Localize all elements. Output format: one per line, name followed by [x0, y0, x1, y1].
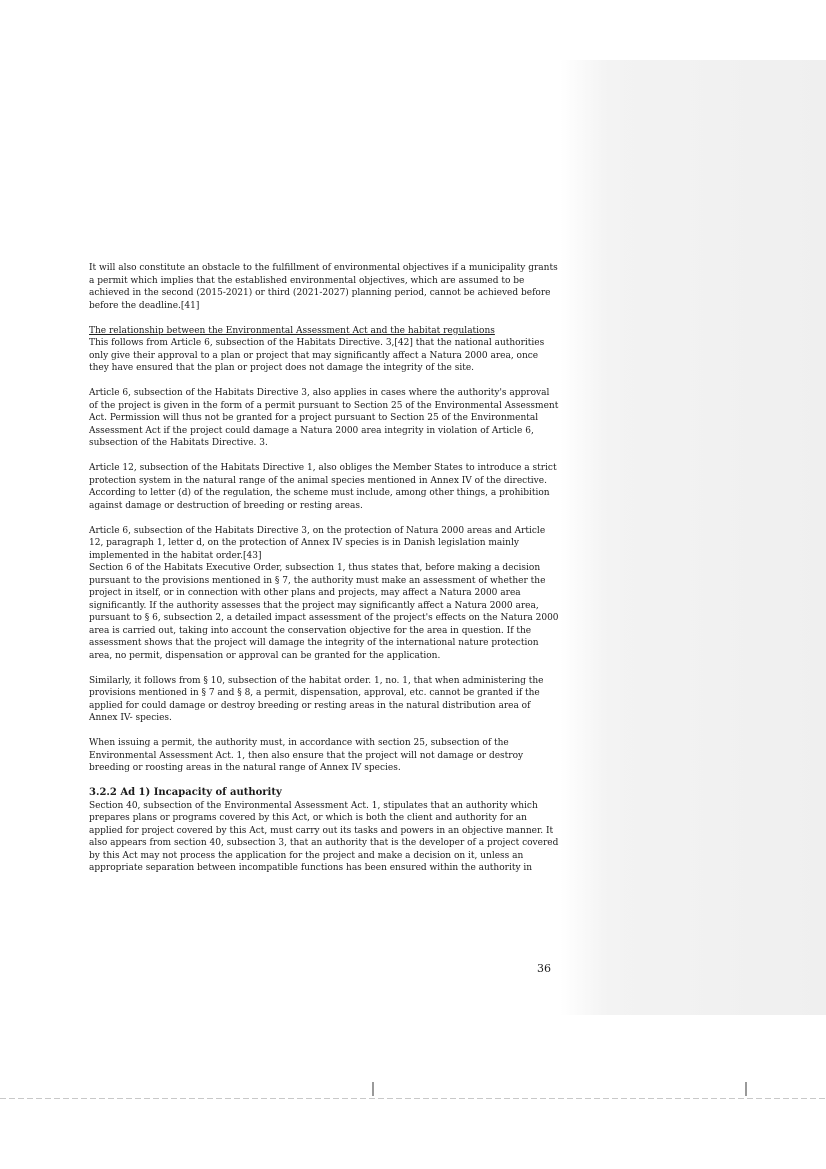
paragraph-section-25: When issuing a permit, the authority must, in accordance with section 25, subsection of the Environmental Assessment Act. 1, then also ensure that the project will not damage or destroy breeding or roosting areas in the natural range of Annex IV species. [89, 738, 524, 773]
subheading-relationship: The relationship between the Environmental Assessment Act and the habitat regulations [89, 325, 495, 336]
paragraph-section-40: Section 40, subsection of the Environmental Assessment Act. 1, stipulates that an authority which prepares plans or programs covered by this Act, or which is both the client and authority for an applied for project covered by this Act, must carry out its tasks and powers in an objective manner. It also appears from section 40, subsection 3, that an authority that is the developer of a project covered by this Act may not process the application for the project and make a decision on it, unless an appropriate separation between incompatible functions has been ensured within the authority in [89, 800, 559, 873]
page-body [89, 262, 559, 875]
scan-mark-right [745, 1082, 747, 1096]
section-heading-incapacity: 3.2.2 Ad 1) Incapacity of authority [89, 787, 282, 798]
scan-fold-line [0, 1098, 826, 1099]
paragraph-section-6: Section 6 of the Habitats Executive Order, subsection 1, thus states that, before making a decision pursuant to the provisions mentioned in § 7, the authority must make an assessment of whether the project in itself, or in connection with other plans and projects, may affect a Natura 2000 area significantly. If the authority assesses that the project may significantly affect a Natura 2000 area, pursuant to § 6, subsection 2, a detailed impact assessment of the project's effects on the Natura 2000 area is carried out, taking into account the conservation objective for the area in question. If the assessment shows that the project will damage the integrity of the international nature protection area, no permit, dispensation or approval can be granted for the application. [89, 563, 559, 661]
paragraph-section-10: Similarly, it follows from § 10, subsection of the habitat order. 1, no. 1, that when administering the provisions mentioned in § 7 and § 8, a permit, dispensation, approval, etc. cannot be granted if the applied for could damage or destroy breeding or resting areas in the natural distribution area of Annex IV- species. [89, 675, 544, 723]
scan-mark-left [372, 1082, 374, 1096]
paragraph-env-objectives: It will also constitute an obstacle to the fulfillment of environmental objectives if a municipality grants a permit which implies that the established environmental objectives, which are assumed to be achieved in the second (2015-2021) or third (2021-2027) planning period, cannot be achieved before before the deadline.[41] [89, 263, 558, 311]
paragraph-article-6-permit: Article 6, subsection of the Habitats Directive 3, also applies in cases where the authority's approval of the project is given in the form of a permit pursuant to Section 25 of the Environmental Assessment Act. Permission will thus not be granted for a project pursuant to Section 25 of the Environmental Assessment Act if the project could damage a Natura 2000 area integrity in violation of Article 6, subsection of the Habitats Directive. 3. [89, 388, 559, 448]
paragraph-danish-legislation: Article 6, subsection of the Habitats Directive 3, on the protection of Natura 2000 areas and Article 12, paragraph 1, letter d, on the protection of Annex IV species is in Danish legislation mainly implemented in the habitat order.[43] [89, 525, 546, 561]
scan-shadow [560, 60, 826, 1015]
page-number: 36 [537, 962, 551, 975]
paragraph-article-12: Article 12, subsection of the Habitats Directive 1, also obliges the Member States to introduce a strict protection system in the natural range of the animal species mentioned in Annex IV of the directive. According to letter (d) of the regulation, the scheme must include, among other things, a prohibition against damage or destruction of breeding or resting areas. [89, 463, 557, 511]
paragraph-article-6-approval: This follows from Article 6, subsection of the Habitats Directive. 3,[42] that the national authorities only give their approval to a plan or project that may significantly affect a Natura 2000 area, once they have ensured that the plan or project does not damage the integrity of the site. [89, 338, 545, 373]
